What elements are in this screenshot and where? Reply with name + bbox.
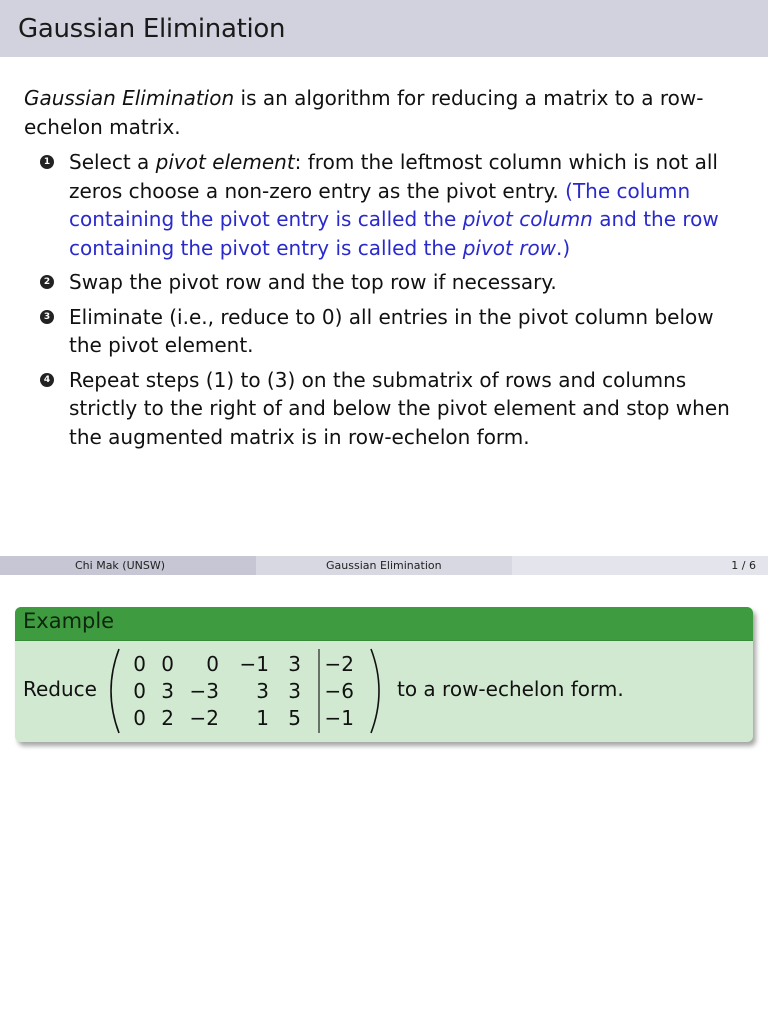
step-text: Swap the pivot row and the top row if necessary. (69, 270, 557, 294)
intro-text: is an algorithm for reducing a matrix to a row-echelon matrix. (24, 86, 704, 139)
matrix-entry: 2 (161, 706, 174, 730)
note-emphasis: pivot row (462, 235, 557, 260)
step-number-badge: 2 (40, 275, 54, 289)
matrix-entry: 3 (288, 652, 301, 676)
matrix-entry: −1 (324, 706, 354, 730)
steps-list (40, 148, 752, 457)
footer-segment (512, 556, 768, 575)
matrix-entry: 1 (256, 706, 269, 730)
note-emphasis: pivot column (462, 207, 593, 231)
step-text: Eliminate (i.e., reduce to 0) all entries in the pivot column below the pivot element. (69, 304, 714, 357)
slide-title: Gaussian Elimination (18, 14, 286, 44)
title-bar (0, 0, 768, 57)
matrix-entry: 0 (133, 652, 146, 676)
step-number-badge: 1 (40, 155, 54, 169)
augmented-matrix (101, 645, 391, 737)
left-paren (111, 649, 119, 733)
right-paren (371, 649, 379, 733)
note-text: .) (556, 235, 571, 260)
note-text: (The column containing the pivot entry is called the (69, 178, 691, 231)
list-item (40, 366, 752, 452)
step-emphasis: pivot element (155, 150, 295, 174)
list-item (40, 268, 752, 297)
step-number-badge: 3 (40, 310, 54, 324)
matrix-cells (133, 652, 354, 730)
matrix-entry: 0 (161, 652, 174, 676)
reduce-label: Reduce (23, 677, 97, 701)
matrix-entry: 3 (256, 679, 269, 703)
matrix-entry: −1 (239, 652, 269, 676)
step-text: Select a (69, 150, 156, 174)
step-text: : from the leftmost column which is not all zeros choose a non-zero entry as the pivot entry. (69, 150, 718, 203)
step-number-badge: 4 (40, 373, 54, 387)
slide-footer (0, 556, 768, 575)
tail-label: to a row-echelon form. (397, 677, 624, 701)
intro-emphasis: Gaussian Elimination (24, 86, 235, 110)
intro-paragraph (24, 84, 744, 142)
matrix-entry: 3 (161, 679, 174, 703)
footer-title: Gaussian Elimination (326, 559, 442, 572)
note-text: and the row containing the pivot entry is called the (69, 207, 719, 260)
footer-segment (256, 556, 512, 575)
footer-segment (0, 556, 256, 575)
example-title: Example (23, 609, 115, 633)
example-header (15, 607, 753, 641)
footer-author: Chi Mak (UNSW) (75, 559, 166, 572)
list-item (40, 303, 752, 360)
matrix-entry: −6 (324, 679, 354, 703)
matrix-entry: 0 (206, 652, 219, 676)
step-text: Repeat steps (1) to (3) on the submatrix of rows and columns strictly to the right of and below the pivot element and stop when the augmented matrix is in row-echelon form. (69, 367, 730, 449)
matrix-entry: −2 (189, 706, 219, 730)
matrix-entry: 0 (133, 679, 146, 703)
matrix-entry: 5 (288, 706, 301, 730)
matrix-entry: −2 (324, 652, 354, 676)
footer-page-number: 1 / 6 (731, 559, 756, 572)
matrix-entry: −3 (189, 679, 219, 703)
example-block (15, 607, 753, 742)
list-item (40, 148, 752, 262)
matrix-entry: 0 (133, 706, 146, 730)
matrix-entry: 3 (288, 679, 301, 703)
